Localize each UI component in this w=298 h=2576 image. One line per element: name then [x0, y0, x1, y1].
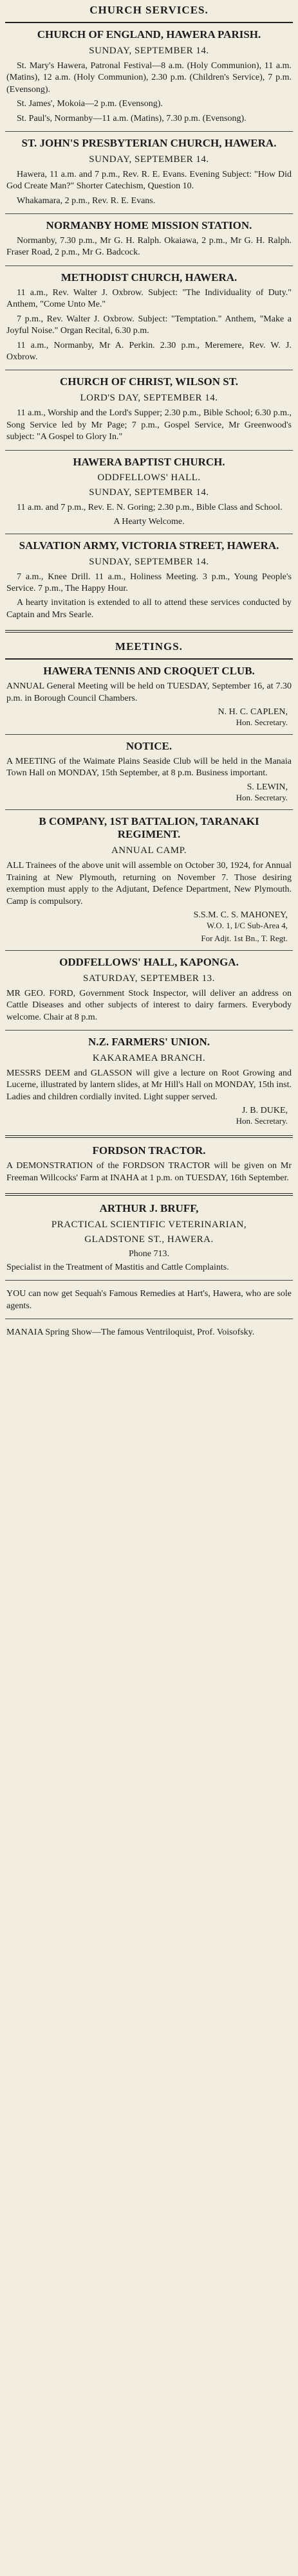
- church-of-christ-notice: [5, 373, 293, 447]
- signature: N. H. C. CAPLEN,: [218, 707, 288, 717]
- advert-subtitle: PRACTICAL SCIENTIFIC VETERINARIAN,: [51, 1219, 247, 1230]
- kaponga-hall-notice: [5, 953, 293, 1027]
- notice-date: SUNDAY, SEPTEMBER 14.: [89, 45, 209, 56]
- salvation-army-notice: [5, 537, 293, 626]
- notice-text: 11 a.m., Worship and the Lord's Supper; 2.30 p.m., Bible School; 6.30 p.m., Song Service led by Mr Page; 7 p.m., Gospel Service, Mr Greenwood's subject: "A Gospel to Glory In.": [6, 408, 292, 442]
- farmers-union-notice: [5, 1033, 293, 1130]
- signature-role: Hon. Secretary.: [236, 1116, 288, 1126]
- manaia-show-advert: [5, 1322, 293, 1342]
- section-divider: [5, 1135, 293, 1138]
- signature-role: Hon. Secretary.: [236, 717, 288, 728]
- notice-text: 11 a.m. and 7 p.m., Rev. E. N. Goring; 2.30 p.m., Bible Class and School.: [17, 503, 283, 513]
- church-services-heading: CHURCH SERVICES.: [89, 4, 209, 16]
- divider: [5, 213, 293, 214]
- sequah-remedies-advert: [5, 1283, 293, 1316]
- notice-text: St. Mary's Hawera, Patronal Festival—8 a.m. (Holy Communion), 11 a.m. (Matins), 12 a.m. (Holy Communion), 2.30 p.m. (Children's Service), 7 p.m. (Evensong).: [6, 60, 292, 95]
- notice-title: FORDSON TRACTOR.: [92, 1144, 206, 1157]
- notice-title: N.Z. FARMERS' UNION.: [88, 1036, 210, 1049]
- notice-title: NOTICE.: [126, 740, 172, 753]
- divider: [5, 131, 293, 132]
- notice-subtitle: ANNUAL CAMP.: [111, 845, 187, 856]
- tennis-club-notice: [5, 662, 293, 732]
- notice-title: METHODIST CHURCH, HAWERA.: [61, 271, 237, 284]
- notice-title: ST. JOHN'S PRESBYTERIAN CHURCH, HAWERA.: [21, 137, 277, 150]
- notice-text: 7 p.m., Rev. Walter J. Oxbrow. Subject: "Temptation." Anthem, "Make a Joyful Noise." Organ Recital, 6.30 p.m.: [6, 314, 292, 336]
- signature: J. B. DUKE,: [241, 1106, 288, 1116]
- signature-role: Hon. Secretary.: [236, 792, 288, 802]
- normanby-mission-notice: [5, 217, 293, 263]
- notice-text: Whakamara, 2 p.m., Rev. R. E. Evans.: [17, 195, 156, 206]
- notice-title: ODDFELLOWS' HALL, KAPONGA.: [59, 956, 239, 969]
- divider: [5, 1030, 293, 1031]
- advert-text: Specialist in the Treatment of Mastitis and Cattle Complaints.: [6, 1262, 229, 1272]
- notice-title: NORMANBY HOME MISSION STATION.: [46, 219, 252, 232]
- divider: [5, 22, 293, 23]
- fordson-tractor-notice: [5, 1142, 293, 1188]
- methodist-notice: [5, 269, 293, 368]
- advert-text: MANAIA Spring Show—The famous Ventriloquist, Prof. Voisofsky.: [6, 1328, 255, 1338]
- notice-text: MESSRS DEEM and GLASSON will give a lecture on Root Growing and Lucerne, illustrated by lantern slides, at Mr Hill's Hall on MONDAY, 15th inst. Ladies and children cordially invited. Light supper served.: [6, 1068, 292, 1102]
- divider: [5, 950, 293, 951]
- veterinarian-advert: [5, 1200, 293, 1277]
- notice-text: Normanby, 7.30 p.m., Mr G. H. Ralph. Okaiawa, 2 p.m., Mr G. H. Ralph. Fraser Road, 2 p.m., Mr G. Badcock.: [6, 235, 292, 258]
- divider: [5, 734, 293, 735]
- section-divider: [5, 1193, 293, 1196]
- notice-text: St. Paul's, Normanby—11 a.m. (Matins), 7.30 p.m. (Evensong).: [17, 113, 247, 123]
- notice-date: SUNDAY, SEPTEMBER 14.: [89, 154, 209, 165]
- notice-text: 7 a.m., Knee Drill. 11 a.m., Holiness Meeting. 3 p.m., Young People's Service. 7 p.m., The Happy Hour.: [6, 572, 292, 593]
- notice-text: ANNUAL General Meeting will be held on TUESDAY, September 16, at 7.30 p.m. in Borough Council Chambers.: [6, 681, 292, 703]
- notice-title: HAWERA BAPTIST CHURCH.: [73, 455, 225, 468]
- notice-text: St. James', Mokoia—2 p.m. (Evensong).: [17, 99, 163, 109]
- signature: S.S.M. C. S. MAHONEY,: [193, 910, 288, 921]
- notice-date: SUNDAY, SEPTEMBER 14.: [89, 487, 209, 498]
- notice-title: CHURCH OF CHRIST, WILSON ST.: [59, 375, 239, 388]
- baptist-notice: [5, 453, 293, 531]
- advert-phone: Phone 713.: [129, 1248, 169, 1259]
- notice-subtitle: KAKARAMEA BRANCH.: [92, 1052, 206, 1063]
- section-divider: [5, 630, 293, 633]
- notice-text: Hawera, 11 a.m. and 7 p.m., Rev. R. E. Evans. Evening Subject: "How Did God Create Man?" Shorter Catechism, Question 10.: [6, 169, 292, 192]
- notice-title: CHURCH OF ENGLAND, HAWERA PARISH.: [37, 28, 261, 41]
- church-of-england-notice: [5, 26, 293, 129]
- notice-text: MR GEO. FORD, Government Stock Inspector, will deliver an address on Cattle Diseases and other subjects of interest to dairy farmers. Everybody welcome. Chair at 8 p.m.: [6, 988, 292, 1022]
- signature-role: For Adjt. 1st Bn., T. Regt.: [201, 933, 288, 944]
- notice-text: A hearty invitation is extended to all to attend these services conducted by Captain and Mrs Searle.: [6, 598, 292, 620]
- advert-address: GLADSTONE ST., HAWERA.: [84, 1234, 214, 1245]
- divider: [5, 809, 293, 810]
- notice-text: A DEMONSTRATION of the FORDSON TRACTOR will be given on Mr Freeman Willcocks' Farm at INAHA at 1 p.m. on TUESDAY, 16th September.: [6, 1161, 292, 1183]
- b-company-notice: [5, 813, 293, 948]
- notice-title: HAWERA TENNIS AND CROQUET CLUB.: [43, 665, 255, 678]
- meetings-heading: MEETINGS.: [115, 640, 183, 653]
- notice-text: ALL Trainees of the above unit will assemble on October 30, 1924, for Annual Training at New Plymouth, returning on November 7. Those desiring exemption must apply to the Adjutant, Defence Department, New Plymouth. Camp is compulsory.: [6, 861, 292, 906]
- notice-subtitle: ODDFELLOWS' HALL.: [97, 473, 201, 483]
- notice-text: 11 a.m., Rev. Walter J. Oxbrow. Subject: "The Individuality of Duty." Anthem, "Come Unto Me.": [6, 287, 292, 310]
- advert-title: ARTHUR J. BRUFF,: [99, 1202, 199, 1215]
- signature-role: W.O. 1, I/C Sub-Area 4,: [207, 921, 288, 931]
- notice-title: B COMPANY, 1ST BATTALION, TARANAKI REGIMENT.: [39, 815, 259, 841]
- notice-title: SALVATION ARMY, VICTORIA STREET, HAWERA.: [19, 539, 279, 552]
- divider: [5, 450, 293, 451]
- advert-text: YOU can now get Sequah's Famous Remedies at Hart's, Hawera, who are sole agents.: [6, 1289, 292, 1311]
- notice-text: A MEETING of the Waimate Plains Seaside Club will be held in the Manaia Town Hall on MONDAY, 15th September, at 8 p.m. Business important.: [6, 756, 292, 779]
- notice-date: LORD'S DAY, SEPTEMBER 14.: [80, 393, 218, 404]
- presbyterian-notice: [5, 134, 293, 211]
- divider: [5, 1280, 293, 1281]
- notice-date: SUNDAY, SEPTEMBER 14.: [89, 556, 209, 567]
- notice-date: SATURDAY, SEPTEMBER 13.: [83, 973, 215, 984]
- signature: S. LEWIN,: [247, 782, 288, 792]
- notice-welcome: A Hearty Welcome.: [113, 516, 185, 527]
- divider: [5, 658, 293, 660]
- seaside-club-notice: [5, 737, 293, 807]
- notice-text: 11 a.m., Normanby, Mr A. Perkin. 2.30 p.m., Meremere, Rev. W. J. Oxbrow.: [6, 340, 292, 362]
